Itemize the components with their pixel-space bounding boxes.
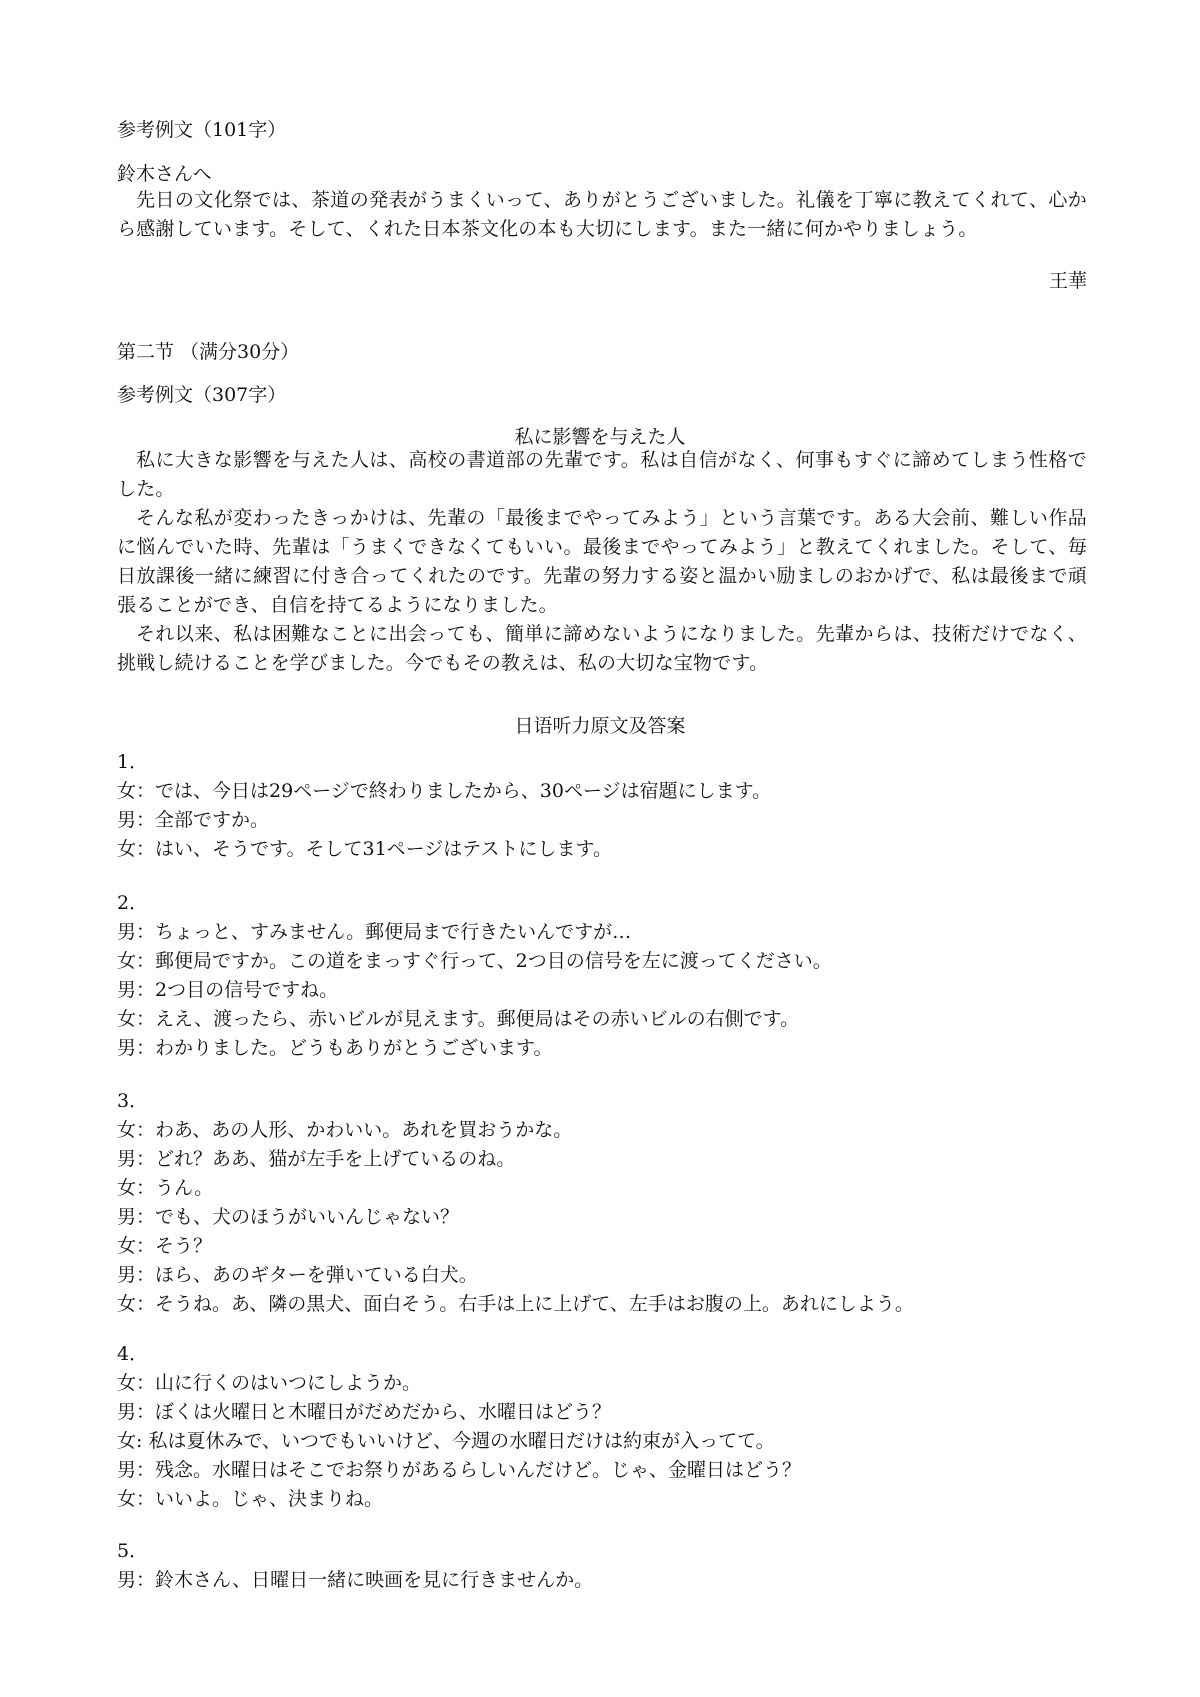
dialogue-line: 男：わかりました。どうもありがとうございます。 xyxy=(117,1037,553,1059)
letter-body xyxy=(117,186,1087,244)
letter-signature: 王華 xyxy=(1048,270,1087,292)
dialogue-1 xyxy=(117,748,771,864)
dialogue-number: 4． xyxy=(117,1343,149,1365)
dialogue-line: 男：でも、犬のほうがいいんじゃない？ xyxy=(117,1206,460,1228)
dialogue-line: 女：いいよ。じゃ、決まりね。 xyxy=(117,1488,384,1510)
dialogue-line: 男：鈴木さん、日曜日一緒に映画を見に行きませんか。 xyxy=(117,1569,594,1591)
section2-title: 第二节 （满分30分） xyxy=(117,341,300,363)
dialogue-line: 女：はい、そうです。そして31ページはテストにします。 xyxy=(117,838,612,860)
dialogue-line: 男：ぼくは火曜日と木曜日がだめだから、水曜日はどう？ xyxy=(117,1401,612,1423)
dialogue-line: 男：残念。水曜日はそこでお祭りがあるらしいんだけど。じゃ、金曜日はどう？ xyxy=(117,1459,802,1481)
dialogue-line: 女：わあ、あの人形、かわいい。あれを買おうかな。 xyxy=(117,1119,573,1141)
dialogue-line: 女：そう？ xyxy=(117,1235,213,1257)
dialogue-3 xyxy=(117,1087,914,1319)
section2-heading: 参考例文（307字） xyxy=(117,384,287,406)
dialogue-line: 男：ほら、あのギターを弾いている白犬。 xyxy=(117,1264,478,1286)
dialogue-line: 男：どれ？ああ、猫が左手を上げているのね。 xyxy=(117,1148,516,1170)
dialogue-number: 2． xyxy=(117,892,149,914)
dialogue-line: 男：ちょっと、すみません。郵便局まで行きたいんですが… xyxy=(117,921,632,943)
dialogue-2 xyxy=(117,889,832,1063)
dialogue-number: 3． xyxy=(117,1090,149,1112)
letter-heading: 参考例文（101字） xyxy=(117,119,287,141)
dialogue-number: 5． xyxy=(117,1540,149,1562)
dialogue-line: 女：郵便局ですか。この道をまっすぐ行って、2つ目の信号を左に渡ってください。 xyxy=(117,950,832,972)
dialogue-line: 女：そうね。あ、隣の黒犬、面白そう。右手は上に上げて、左手はお腹の上。あれにしよう。 xyxy=(117,1293,914,1315)
essay-paragraph: 私に大きな影響を与えた人は、高校の書道部の先輩です。私は自信がなく、何事もすぐに諦めてしまう性格でした。 xyxy=(117,449,1087,500)
dialogue-line: 女: 私は夏休みで、いつでもいいけど、今週の水曜日だけは約束が入ってて。 xyxy=(117,1430,775,1452)
listening-title: 日语听力原文及答案 xyxy=(514,715,686,737)
dialogue-number: 1． xyxy=(117,751,149,773)
dialogue-line: 男：全部ですか。 xyxy=(117,809,270,831)
dialogue-line: 女：山に行くのはいつにしようか。 xyxy=(117,1372,422,1394)
dialogue-line: 女：うん。 xyxy=(117,1177,214,1199)
letter-salutation: 鈴木さんへ xyxy=(117,163,212,185)
dialogue-5 xyxy=(117,1537,593,1595)
dialogue-line: 女：ええ、渡ったら、赤いビルが見えます。郵便局はその赤いビルの右側です。 xyxy=(117,1008,800,1030)
letter-body-text: 先日の文化祭では、茶道の発表がうまくいって、ありがとうございました。礼儀を丁寧に教えてくれて、心から感謝しています。そして、くれた日本茶文化の本も大切にします。また一緒に何かやりましょう。 xyxy=(117,189,1087,240)
essay-paragraph: それ以来、私は困難なことに出会っても、簡単に諦めないようになりました。先輩からは、技術だけでなく、挑戦し続けることを学びました。今でもその教えは、私の大切な宝物です。 xyxy=(117,623,1087,674)
dialogue-line: 女：では、今日は29ページで終わりましたから、30ページは宿題にします。 xyxy=(117,780,772,802)
dialogue-4 xyxy=(117,1340,801,1514)
essay-title: 私に影響を与えた人 xyxy=(514,426,686,448)
essay-paragraph: そんな私が変わったきっかけは、先輩の「最後までやってみよう」という言葉です。ある大会前、難しい作品に悩んでいた時、先輩は「うまくできなくてもいい。最後までやってみよう」と教えてくれました。そして、毎日放課後一緒に練習に付き合ってくれたのです。先輩の努力する姿と温かい励ましのおかげで、私は最後まで頑張ることができ、自信を持てるようになりました。 xyxy=(117,507,1087,616)
essay-body xyxy=(117,446,1087,678)
dialogue-line: 男：2つ目の信号ですね。 xyxy=(117,979,339,1001)
